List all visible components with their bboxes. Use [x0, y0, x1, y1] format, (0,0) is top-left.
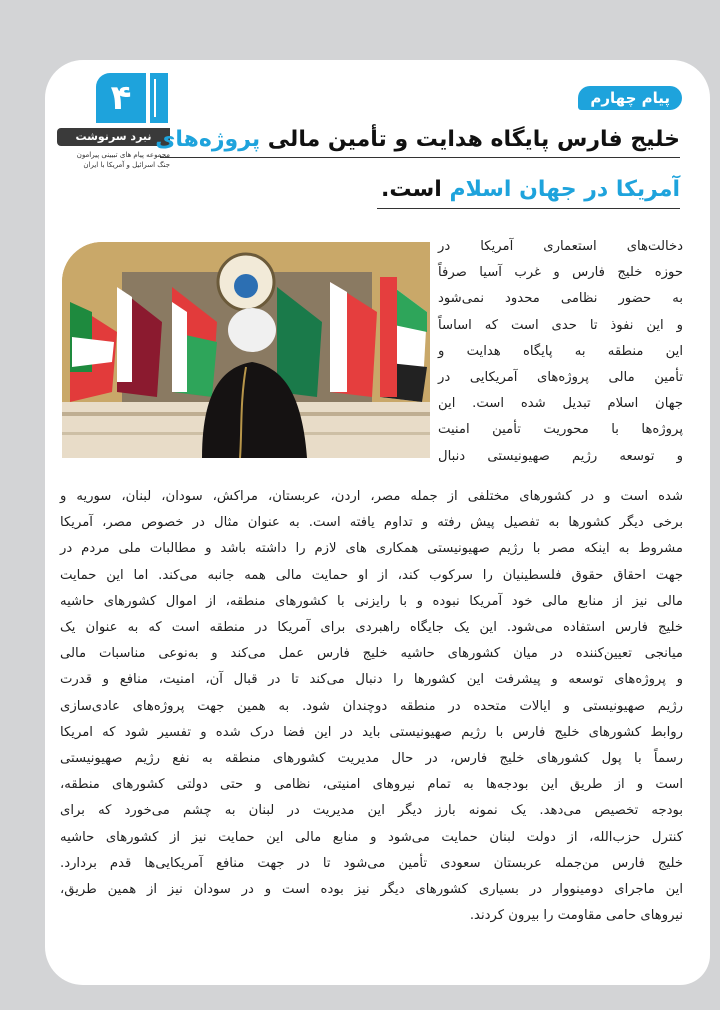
paragraph-line: روابط کشورهای خلیج فارس با رژیم صهیونیستی باید در این فضا درک شده و تفسیر شود که امریکا — [60, 724, 683, 740]
paragraph-line: دخالت‌های استعماری آمریکا در — [438, 239, 683, 254]
paragraph-line: خلیج فارس استفاده می‌شود. این یک جایگاه راهبردی برای آمریکا در منطقه است که به عنوان یک — [60, 620, 683, 636]
paragraph-line: کنترل حزب‌الله، از دولت لبنان حمایت می‌شود و منابع مالی این حمایت نیز از کشورهای حاشیه — [60, 829, 683, 845]
paragraph-line: برخی دیگر کشورها به تفصیل پیش رفته و تداوم یافته است. به عنوان مثال در خصوص مصر، آمریکا — [60, 515, 683, 531]
title-text: است. — [380, 177, 450, 202]
paragraph-line: و پروژه‌های توسعه و پیشرفت این کشورها را دنبال می‌کند تا در قبال آن، امنیت، منافع و قدرت — [60, 672, 683, 688]
paragraph-line: مالی نیز از منابع مالی خود آمریکا نبوده و با رایزنی با کشورهای منطقه، از اموال کشورهای حاشیه — [60, 593, 683, 609]
paragraph-line: حوزه خلیج فارس و غرب آسیا صرفاً — [438, 265, 683, 281]
article-side-column — [438, 234, 683, 470]
paragraph-line: جهان اسلام تبدیل شده است. این — [438, 396, 683, 412]
title-highlight: آمریکا در جهان اسلام — [449, 177, 680, 202]
paragraph-line: رسماً با پول کشورهای خلیج فارس، در حال مدیریت کشورهای منطقه به نفع رژیم صهیونیستی — [60, 751, 683, 767]
paragraph-line: به حضور نظامی محدود نمی‌شود — [438, 291, 683, 307]
article-body — [60, 484, 683, 929]
paragraph-line: است و از طریق این بودجه‌ها به تمام نیروهای امنیتی، نظامی و حتی دولتی کشورهای منطقه، — [60, 777, 683, 793]
paragraph-line: این ماجرای دومینووار در بسیاری کشورهای دیگر نیز بوده است و در سودان نیز از همین طریق، — [60, 882, 683, 898]
paragraph-line: رژیم صهیونیستی و ایالات متحده در منطقه دوچندان شود. به همین جهت پروژه‌های عادی‌سازی — [60, 698, 683, 714]
paragraph-line: میانجی تعیین‌کننده در میان کشورهای حاشیه خلیج فارس عمل می‌کند و به‌نوعی مناسبات مالی — [60, 646, 683, 662]
paragraph-line: جهت احقاق حقوق فلسطینیان را سرکوب کند، از او حمایت مالی همه جانبه می‌کند. اما این حمایت — [60, 567, 683, 583]
title-line-2 — [377, 172, 680, 209]
paragraph-line: نیروهای حامی مقاومت را بیرون کردند. — [469, 908, 683, 924]
title-line-1 — [155, 123, 680, 158]
paragraph-line: و توسعه رژیم صهیونیستی دنبال — [438, 448, 683, 464]
series-subtitle-line1: مجموعه پیام های تبیینی پیرامون — [76, 151, 170, 159]
series-number-logo: ۴ — [96, 73, 146, 123]
title-highlight: پروژه‌های — [155, 127, 261, 152]
series-name: نبرد سرنوشت — [57, 128, 170, 146]
paragraph-line: این منطقه به پایگاه هدایت و — [438, 343, 683, 359]
title-text: خلیج فارس پایگاه هدایت و تأمین مالی — [260, 127, 680, 152]
paragraph-line: بودجه تخصیص می‌دهد. یک نمونه بارز دیگر این مدیریت در لبنان به چشم می‌خورد که برای — [60, 803, 683, 819]
message-badge: پیام چهارم — [578, 86, 682, 110]
paragraph-line: تأمین مالی پروژه‌های آمریکایی در — [438, 370, 683, 386]
series-subtitle — [55, 150, 170, 170]
logo-strip-icon — [150, 73, 168, 123]
paragraph-line: و این نفوذ تا حدی است که اساساً — [438, 317, 683, 333]
gcc-flags-photo — [62, 242, 430, 458]
series-subtitle-line2: جنگ اسرائیل و آمریکا با ایران — [83, 161, 170, 169]
paragraph-line: پروژه‌ها با محوریت تأمین امنیت — [438, 422, 683, 438]
paragraph-line: خلیج فارس من‌جمله عربستان سعودی تأمین می‌شود تا در جهت منافع آمریکایی‌ها قدم بردارد. — [60, 855, 683, 871]
paragraph-line: شده است و در کشورهای مختلفی از جمله مصر، اردن، عربستان، مراکش، سودان، لبنان، سوریه و — [60, 489, 683, 504]
paragraph-line: مشروط به اینکه مصر با رژیم صهیونیستی همکاری های لازم را داشته باشد و مطالبات ملی مردم در — [60, 541, 683, 557]
